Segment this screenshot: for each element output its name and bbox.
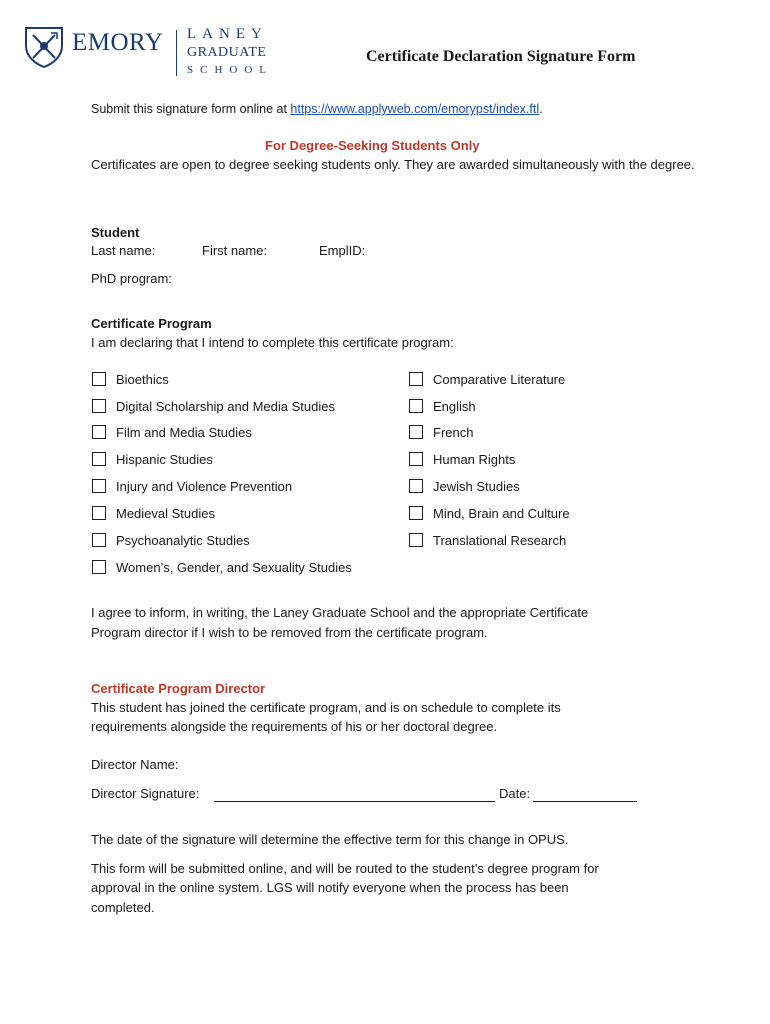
option-label-medieval-studies: Medieval Studies bbox=[116, 506, 215, 521]
form-title: Certificate Declaration Signature Form bbox=[366, 48, 636, 65]
checkbox-bioethics[interactable] bbox=[92, 372, 106, 386]
director-signature-line[interactable] bbox=[214, 801, 495, 802]
checkbox-translational-research[interactable] bbox=[409, 533, 423, 547]
logo-laney-text: LANEY bbox=[187, 26, 268, 42]
option-label-womens-gender: Women’s, Gender, and Sexuality Studies bbox=[116, 560, 352, 575]
emory-laney-logo bbox=[24, 26, 284, 80]
option-label-english: English bbox=[433, 399, 476, 414]
option-label-french: French bbox=[433, 425, 474, 440]
submit-suffix: . bbox=[539, 102, 543, 116]
checkbox-psychoanalytic-studies[interactable] bbox=[92, 533, 106, 547]
director-text-line-1: This student has joined the certificate program, and is on schedule to complete its bbox=[91, 700, 561, 715]
option-label-comparative-literature: Comparative Literature bbox=[433, 372, 566, 387]
option-label-bioethics: Bioethics bbox=[116, 372, 169, 387]
option-label-psychoanalytic-studies: Psychoanalytic Studies bbox=[116, 533, 250, 548]
date-line[interactable] bbox=[533, 801, 637, 802]
option-label-mind-brain-culture: Mind, Brain and Culture bbox=[433, 506, 570, 521]
submit-instruction bbox=[91, 101, 543, 117]
logo-divider bbox=[176, 30, 177, 76]
agreement-line-1: I agree to inform, in writing, the Laney Graduate School and the appropriate Certificate bbox=[91, 605, 589, 620]
routing-note-line-2: approval in the online system. LGS will notify everyone when the process has been bbox=[91, 880, 569, 895]
checkbox-film-media[interactable] bbox=[92, 425, 106, 439]
checkbox-medieval-studies[interactable] bbox=[92, 506, 106, 520]
director-heading: Certificate Program Director bbox=[91, 681, 266, 696]
director-name-label: Director Name: bbox=[91, 757, 179, 772]
emplid-label: EmplID: bbox=[319, 243, 366, 258]
degree-seeking-text: Certificates are open to degree seeking students only. They are awarded simultaneously with the degree. bbox=[91, 157, 695, 172]
effective-term-note: The date of the signature will determine the effective term for this change in OPUS. bbox=[91, 832, 569, 847]
routing-note-line-1: This form will be submitted online, and will be routed to the student’s degree program for bbox=[91, 861, 599, 876]
option-label-translational-research: Translational Research bbox=[433, 533, 567, 548]
student-heading: Student bbox=[91, 225, 140, 240]
certificate-program-heading: Certificate Program bbox=[91, 316, 212, 331]
degree-seeking-heading: For Degree-Seeking Students Only bbox=[265, 138, 480, 153]
option-label-hispanic-studies: Hispanic Studies bbox=[116, 452, 213, 467]
checkbox-mind-brain-culture[interactable] bbox=[409, 506, 423, 520]
logo-graduate-text: GRADUATE bbox=[187, 45, 267, 60]
option-label-injury-violence: Injury and Violence Prevention bbox=[116, 479, 293, 494]
logo-emory-text: EMORY bbox=[72, 29, 164, 56]
logo-school-text: SCHOOL bbox=[187, 64, 274, 76]
first-name-label: First name: bbox=[202, 243, 268, 258]
director-signature-label: Director Signature: bbox=[91, 786, 200, 801]
checkbox-jewish-studies[interactable] bbox=[409, 479, 423, 493]
date-label: Date: bbox=[499, 786, 531, 801]
agreement-line-2: Program director if I wish to be removed from the certificate program. bbox=[91, 625, 488, 640]
checkbox-digital-scholarship[interactable] bbox=[92, 399, 106, 413]
certificate-program-intro: I am declaring that I intend to complete this certificate program: bbox=[91, 335, 454, 350]
checkbox-french[interactable] bbox=[409, 425, 423, 439]
submit-link[interactable]: https://www.applyweb.com/emorypst/index.ftl bbox=[290, 102, 540, 116]
phd-program-label: PhD program: bbox=[91, 271, 172, 286]
routing-note-line-3: completed. bbox=[91, 900, 155, 915]
checkbox-womens-gender[interactable] bbox=[92, 560, 106, 574]
checkbox-english[interactable] bbox=[409, 399, 423, 413]
last-name-label: Last name: bbox=[91, 243, 156, 258]
director-text-line-2: requirements alongside the requirements of his or her doctoral degree. bbox=[91, 719, 498, 734]
option-label-human-rights: Human Rights bbox=[433, 452, 516, 467]
option-label-jewish-studies: Jewish Studies bbox=[433, 479, 520, 494]
checkbox-comparative-literature[interactable] bbox=[409, 372, 423, 386]
checkbox-injury-violence[interactable] bbox=[92, 479, 106, 493]
submit-prefix: Submit this signature form online at bbox=[91, 102, 291, 116]
option-label-digital-scholarship: Digital Scholarship and Media Studies bbox=[116, 399, 335, 414]
checkbox-hispanic-studies[interactable] bbox=[92, 452, 106, 466]
emory-shield-icon bbox=[24, 26, 64, 68]
checkbox-human-rights[interactable] bbox=[409, 452, 423, 466]
option-label-film-media: Film and Media Studies bbox=[116, 425, 252, 440]
